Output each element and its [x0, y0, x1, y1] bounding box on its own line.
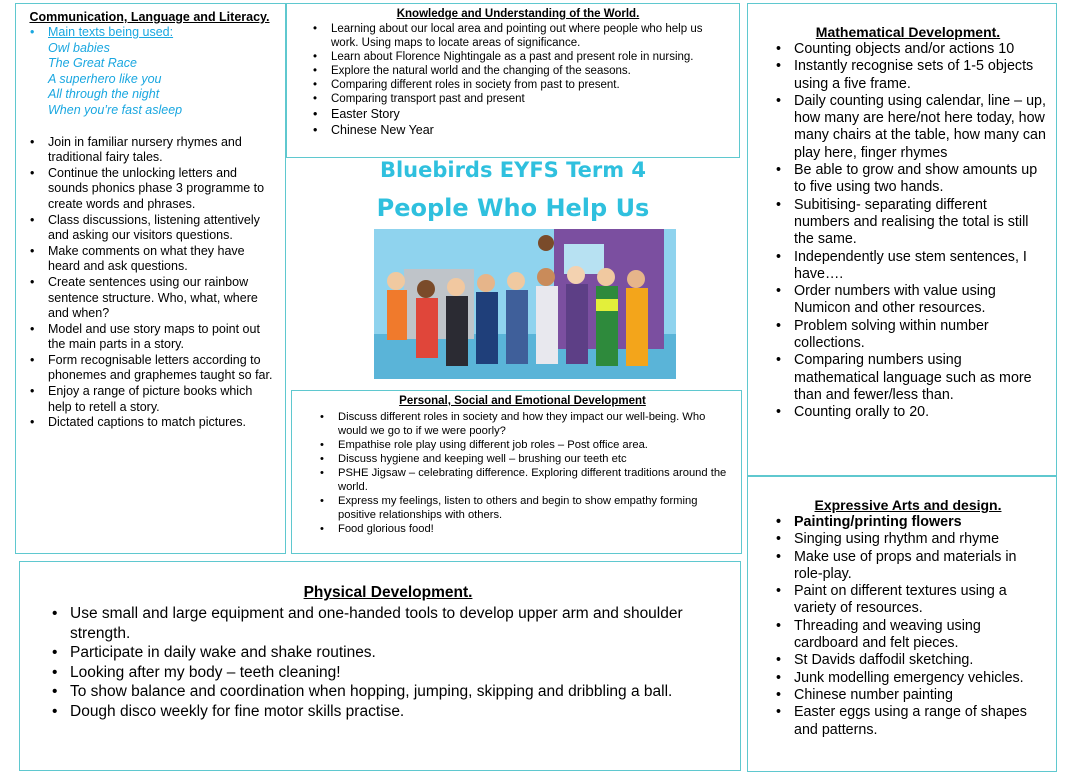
- list-item: • Subitising- separating different numbers and realising the total is still the same.: [770, 197, 1046, 249]
- psed-list: [314, 410, 731, 536]
- list-item: • Counting objects and/or actions 10: [770, 41, 1046, 58]
- list-item: • Class discussions, listening attentively and asking our visitors questions.: [24, 213, 275, 244]
- list-item: • Explore the natural world and the changing of the seasons.: [307, 64, 729, 78]
- ead-list: [770, 514, 1046, 739]
- list-item: • Chinese New Year: [307, 122, 729, 138]
- list-item: • Comparing numbers using mathematical language such as more than and fewer/less than.: [770, 352, 1046, 404]
- math-list: [770, 41, 1046, 422]
- phys-title: Physical Development.: [303, 584, 473, 601]
- list-item: • Learn about Florence Nightingale as a past and present role in nursing.: [307, 50, 729, 64]
- list-item: • Instantly recognise sets of 1-5 objects using a five frame.: [770, 58, 1046, 93]
- list-item: • Easter Story: [307, 106, 729, 122]
- people-who-help-us-illustration: [374, 229, 676, 379]
- list-item: • St Davids daffodil sketching.: [770, 652, 1046, 669]
- kuw-list: [307, 22, 729, 138]
- ead-title: Expressive Arts and design.: [814, 497, 1002, 513]
- text-title: All through the night: [48, 87, 160, 102]
- list-item: • Junk modelling emergency vehicles.: [770, 670, 1046, 687]
- list-item: • Counting orally to 20.: [770, 404, 1046, 421]
- list-item: • Chinese number painting: [770, 687, 1046, 704]
- cll-texts-item: [24, 25, 275, 119]
- list-item: • PSHE Jigsaw – celebrating difference. Exploring different traditions around the world.: [314, 466, 731, 494]
- list-item: • Be able to grow and show amounts up to five using two hands.: [770, 162, 1046, 197]
- phys-panel: [19, 561, 741, 771]
- list-item: • Looking after my body – teeth cleaning!: [46, 663, 730, 683]
- list-item: • Express my feelings, listen to others and begin to show empathy forming positive relationships with others.: [314, 494, 731, 522]
- list-item: • Comparing transport past and present: [307, 92, 729, 106]
- text-title: The Great Race: [48, 56, 137, 71]
- list-item: • Create sentences using our rainbow sentence structure. Who, what, where and when?: [24, 275, 275, 322]
- list-item: • Dictated captions to match pictures.: [24, 415, 275, 431]
- cll-list: [24, 135, 275, 431]
- list-item: • Empathise role play using different job roles – Post office area.: [314, 438, 731, 452]
- list-item: • Learning about our local area and pointing out where people who help us work. Using maps to locate areas of significance.: [307, 22, 729, 50]
- list-item: • Food glorious food!: [314, 522, 731, 536]
- center-header: [286, 158, 740, 390]
- list-item: • Comparing different roles in society from past to present.: [307, 78, 729, 92]
- list-item: • Join in familiar nursery rhymes and traditional fairy tales.: [24, 135, 275, 166]
- list-item: • Daily counting using calendar, line – up, how many are here/not here today, how many chairs at the table, how many can play here, finger rhymes: [770, 93, 1046, 162]
- list-item: • Independently use stem sentences, I have….: [770, 249, 1046, 284]
- list-item: • Form recognisable letters according to phonemes and graphemes taught so far.: [24, 353, 275, 384]
- text-title: A superhero like you: [48, 71, 162, 86]
- list-item: • Enjoy a range of picture books which help to retell a story.: [24, 384, 275, 415]
- list-item: • Make use of props and materials in role-play.: [770, 549, 1046, 584]
- text-title: Owl babies: [48, 40, 110, 55]
- ead-panel: [747, 476, 1057, 772]
- list-item: • Model and use story maps to point out the main parts in a story.: [24, 322, 275, 353]
- psed-panel: [291, 390, 742, 554]
- list-item: • Make comments on what they have heard and ask questions.: [24, 244, 275, 275]
- psed-title: Personal, Social and Emotional Development: [399, 395, 646, 407]
- cll-texts-heading: Main texts being used:: [48, 25, 174, 39]
- list-item: • Painting/printing flowers: [770, 514, 1046, 531]
- list-item: • Problem solving within number collections.: [770, 318, 1046, 353]
- topic-title: People Who Help Us: [376, 194, 650, 222]
- list-item: • Dough disco weekly for fine motor skills practise.: [46, 702, 730, 722]
- list-item: • Order numbers with value using Numicon and other resources.: [770, 283, 1046, 318]
- kuw-panel: [286, 3, 740, 158]
- list-item: • Discuss different roles in society and how they impact our well-being. Who would we go to if we were poorly?: [314, 410, 731, 438]
- list-item: • Threading and weaving using cardboard and felt pieces.: [770, 618, 1046, 653]
- list-item: • Continue the unlocking letters and sounds phonics phase 3 programme to create words and phrases.: [24, 166, 275, 213]
- cll-title: Communication, Language and Literacy.: [29, 10, 270, 24]
- list-item: • Discuss hygiene and keeping well – brushing our teeth etc: [314, 452, 731, 466]
- cll-panel: [15, 3, 286, 554]
- text-title: When you’re fast asleep: [48, 102, 183, 117]
- kuw-title: Knowledge and Understanding of the World.: [396, 8, 640, 20]
- list-item: • Participate in daily wake and shake routines.: [46, 643, 730, 663]
- list-item: • To show balance and coordination when hopping, jumping, skipping and dribbling a ball.: [46, 682, 730, 702]
- list-item: • Paint on different textures using a variety of resources.: [770, 583, 1046, 618]
- math-title: Mathematical Development.: [815, 24, 1001, 40]
- math-panel: [747, 3, 1057, 476]
- list-item: • Singing using rhythm and rhyme: [770, 531, 1046, 548]
- cll-texts-list: [24, 25, 275, 119]
- page-title: Bluebirds EYFS Term 4: [379, 158, 647, 182]
- list-item: • Easter eggs using a range of shapes and patterns.: [770, 704, 1046, 739]
- phys-list: [46, 604, 730, 721]
- list-item: • Use small and large equipment and one-handed tools to develop upper arm and shoulder strength.: [46, 604, 730, 643]
